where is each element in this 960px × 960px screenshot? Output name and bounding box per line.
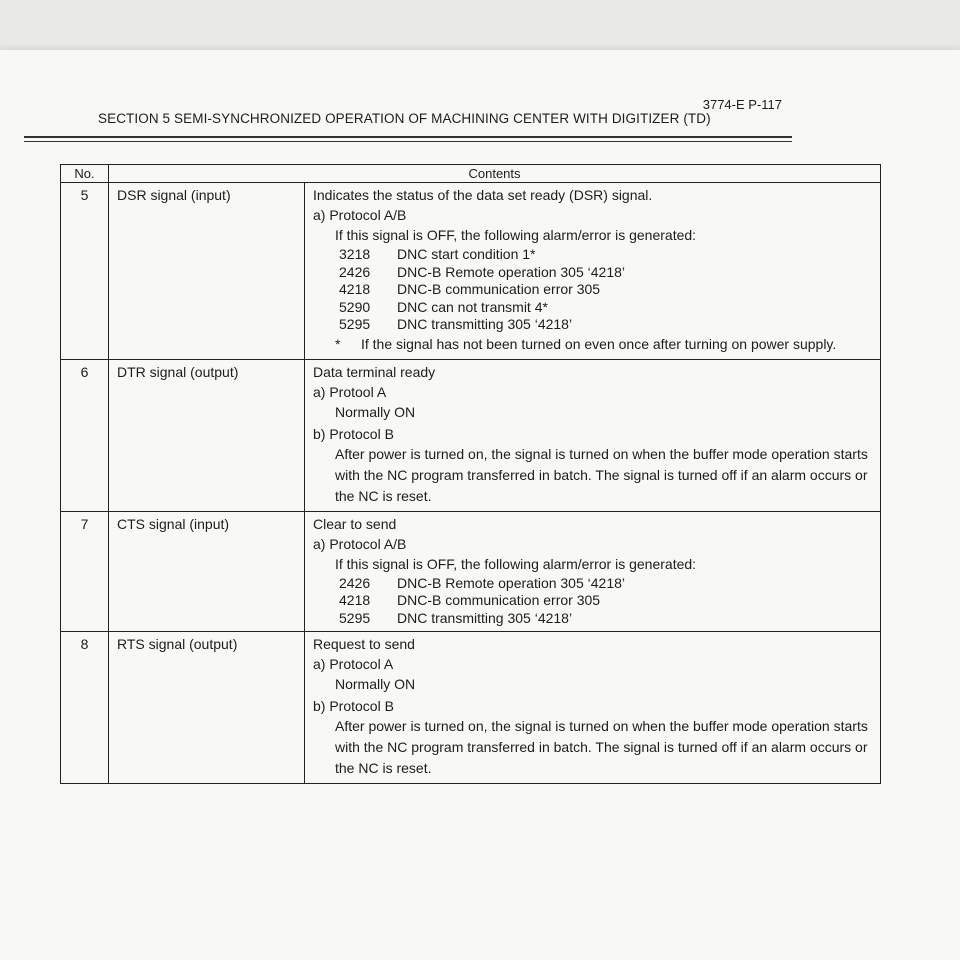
alarm-code-row: [339, 575, 872, 593]
protocol-heading: b) Protocol B: [313, 698, 394, 714]
table-row: [61, 511, 881, 632]
description-title: Request to send: [313, 636, 415, 652]
alarm-text: DNC-B communication error 305: [397, 281, 601, 297]
footnote-text: If the signal has not been turned on even once after turning on power supply.: [361, 335, 837, 352]
protocol-intro: If this signal is OFF, the following alarm/error is generated:: [335, 227, 697, 243]
signal-name: DSR signal (input): [109, 183, 305, 360]
table-row: [61, 359, 881, 511]
document-code: 3774-E P-117: [702, 97, 782, 112]
alarm-text: DNC-B Remote operation 305 ‘4218’: [397, 263, 626, 280]
signal-table: [60, 164, 881, 784]
alarm-code: 5295: [339, 609, 371, 626]
protocol-heading: a) Protocol A: [313, 656, 394, 672]
row-number: 5: [61, 183, 109, 360]
alarm-text: DNC can not transmit 4*: [397, 298, 548, 315]
alarm-code: 3218: [339, 246, 371, 262]
alarm-code: 5295: [339, 316, 371, 332]
section-title: SECTION 5 SEMI-SYNCHRONIZED OPERATION OF MACHINING CENTER WITH DIGITIZER (TD): [98, 111, 711, 126]
alarm-code: 5290: [339, 298, 371, 315]
table-header-row: [61, 165, 881, 183]
alarm-text: DNC transmitting 305 ‘4218’: [397, 316, 573, 332]
alarm-text: DNC start condition 1*: [397, 246, 536, 262]
col-no-header: No.: [61, 165, 109, 183]
protocol-intro: If this signal is OFF, the following alarm/error is generated:: [335, 555, 697, 572]
alarm-code: 4218: [339, 592, 371, 608]
protocol-body: After power is turned on, the signal is turned on when the buffer mode operation starts with the NC program transferred in batch. The signal is turned off if an alarm occurs or the NC is reset.: [335, 445, 868, 504]
signal-description: [305, 183, 881, 360]
alarm-text: DNC transmitting 305 ‘4218’: [397, 609, 573, 626]
alarm-code: 4218: [339, 281, 371, 297]
alarm-code-row: [339, 281, 872, 299]
description-title: Clear to send: [313, 515, 397, 532]
protocol-heading: a) Protool A: [313, 383, 387, 400]
description-title: Data terminal ready: [313, 363, 436, 380]
alarm-code-row: [339, 299, 872, 317]
col-contents-header: Contents: [109, 165, 881, 183]
signal-name: DTR signal (output): [109, 359, 305, 511]
header-rule-thin: [24, 141, 792, 142]
signal-name: CTS signal (input): [109, 511, 305, 632]
footnote: [335, 334, 872, 355]
footnote-mark: *: [335, 335, 341, 352]
alarm-code-row: [339, 592, 872, 610]
alarm-code-row: [339, 316, 872, 334]
signal-name: RTS signal (output): [109, 632, 305, 784]
protocol-heading: a) Protocol A/B: [313, 535, 407, 552]
row-number: 7: [61, 511, 109, 632]
alarm-code-row: [339, 610, 872, 628]
header-rule: [24, 136, 792, 138]
signal-description: [305, 632, 881, 784]
alarm-code-row: [339, 264, 872, 282]
alarm-code: 2426: [339, 263, 371, 280]
protocol-body: Normally ON: [335, 676, 416, 692]
signal-description: [305, 359, 881, 511]
signal-description: [305, 511, 881, 632]
table-row: [61, 183, 881, 360]
protocol-body: Normally ON: [335, 403, 416, 420]
protocol-heading: b) Protocol B: [313, 425, 394, 442]
alarm-code: 2426: [339, 574, 371, 591]
description-title: Indicates the status of the data set ready (DSR) signal.: [313, 187, 653, 203]
row-number: 8: [61, 632, 109, 784]
alarm-code-row: [339, 246, 872, 264]
row-number: 6: [61, 359, 109, 511]
alarm-text: DNC-B communication error 305: [397, 592, 601, 608]
alarm-text: DNC-B Remote operation 305 ‘4218’: [397, 574, 626, 591]
protocol-body: After power is turned on, the signal is turned on when the buffer mode operation starts with the NC program transferred in batch. The signal is turned off if an alarm occurs or the NC is reset.: [335, 718, 868, 776]
table-row: [61, 632, 881, 784]
protocol-heading: a) Protocol A/B: [313, 207, 407, 223]
